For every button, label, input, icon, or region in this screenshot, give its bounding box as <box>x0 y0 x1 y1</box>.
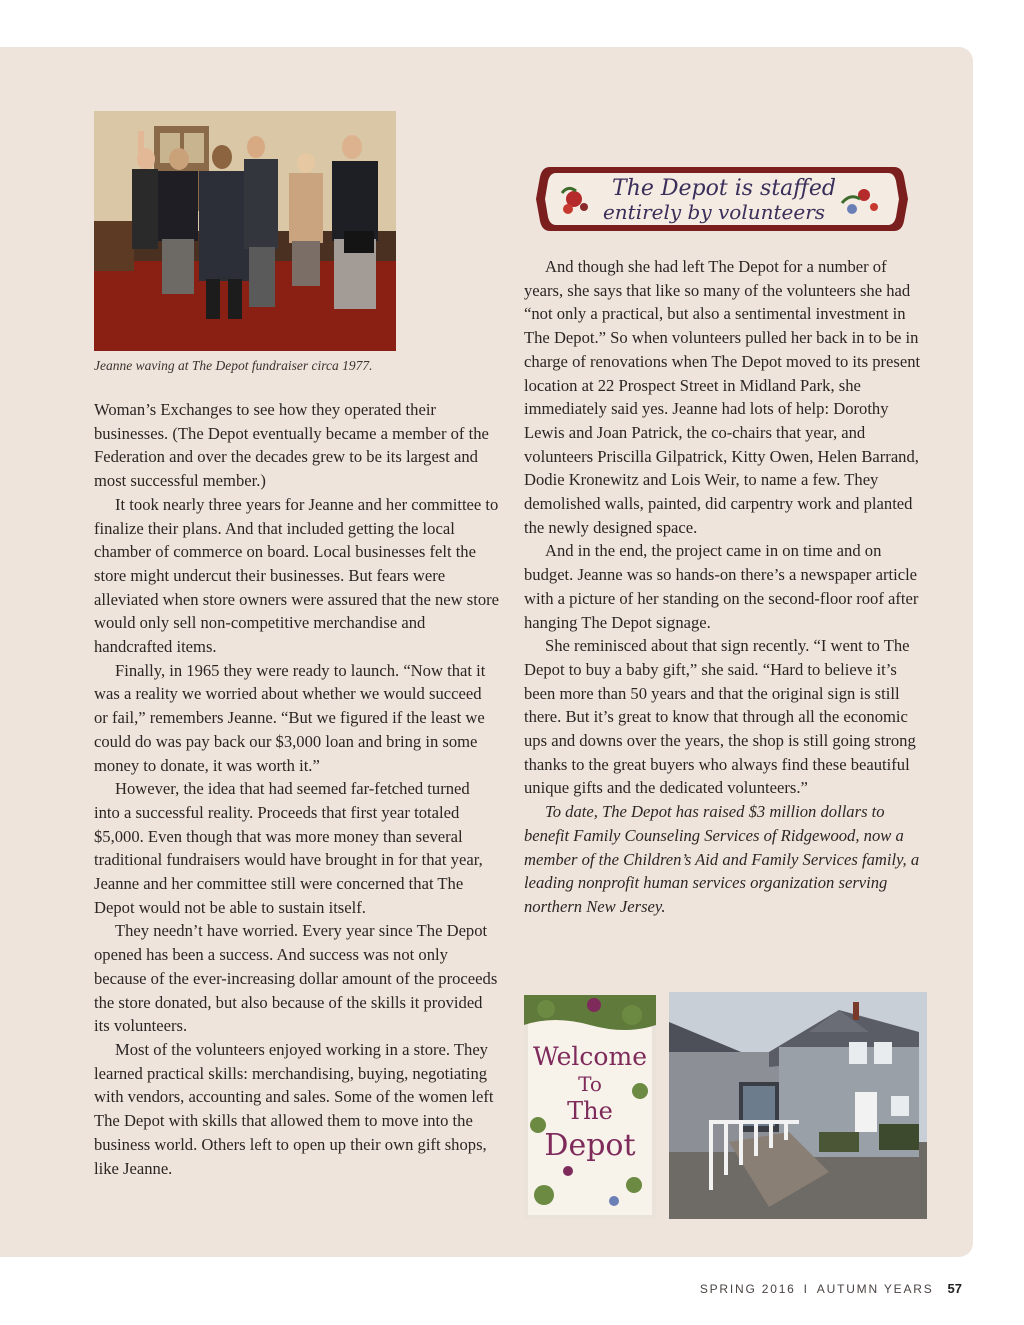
paragraph: However, the idea that had seemed far-fetched turned into a successful reality. Proceeds that first year totaled $5,000. Even though that was more money than several traditional fundraisers would have brought in for that year, Jeanne and her committee still were concerned that The Depot would not be able to sustain itself. <box>94 779 483 917</box>
photo-caption: Jeanne waving at The Depot fundraiser circa 1977. <box>94 358 373 373</box>
closing-note: To date, The Depot has raised $3 million dollars to benefit Family Counseling Services of Ridgewood, now a member of the Children’s Aid and Family Services family, a leading nonprofit human services organization serving northern New Jersey. <box>524 802 920 916</box>
welcome-sign-line3: The <box>567 1097 613 1125</box>
depot-building-photo <box>669 992 927 1219</box>
paragraph: Woman’s Exchanges to see how they operated their businesses. (The Depot eventually became a member of the Federation and over the decades grew to be its largest and most successful member.) <box>94 400 489 491</box>
paragraph: And though she had left The Depot for a number of years, she says that like so many of the volunteers she had “not only a practical, but also a sentimental investment in The Depot.” So when volunteers pulled her back in to be in charge of renovations when The Depot moved to its present location at 22 Prospect Street in Midland Park, she immediately said yes. Jeanne had lots of help: Dorothy Lewis and Joan Patrick, the co-chairs that year, and volunteers Priscilla Gilpatrick, Kitty Owen, Helen Barrand, Dodie Kronewitz and Lois Weir, to name a few. They demolished walls, painted, did carpentry work and planted the newly designed space. <box>524 257 921 537</box>
fundraiser-photo <box>94 111 396 351</box>
welcome-sign-line2: To <box>578 1072 602 1096</box>
paragraph: Finally, in 1965 they were ready to launch. “Now that it was a reality we worried about whether we would succeed or fail,” remembers Jeanne. “But we figured if the least we could do was pay back our $3,000 loan and bring in some money to donate, it was worth it.” <box>94 660 486 775</box>
welcome-sign-line1: Welcome <box>532 1042 648 1071</box>
paragraph: Most of the volunteers enjoyed working in a store. They learned practical skills: merchandising, buying, negotiating with vendors, accounting and sales. Some of the women left The Depot with skills that allowed them to move into the business world. Others left to open up their own gift shops, like Jeanne. <box>94 1039 494 1178</box>
paragraph: She reminisced about that sign recently. “I went to The Depot to buy a baby gift,” she said. “Hard to believe it’s been more than 50 years and that the original sign is still there. But it’s great to know that through all the economic ups and downs over the years, the shop is still going strong thanks to the great buyers who always find these beautiful unique gifts and the dedicated volunteers.” <box>524 636 916 798</box>
article-left-column <box>94 398 499 1180</box>
footer-separator: I <box>803 1282 809 1296</box>
article-right-column <box>524 255 924 919</box>
paragraph: And in the end, the project came in on time and on budget. Jeanne was so hands-on there’s a newspaper article with a picture of her standing on the second-floor roof after hanging The Depot signage. <box>524 541 919 632</box>
footer-publication: AUTUMN YEARS <box>816 1282 934 1296</box>
page-number: 57 <box>947 1281 962 1296</box>
footer-issue: SPRING 2016 <box>699 1282 796 1296</box>
sign-banner-line1: The Depot is staffed <box>612 176 836 201</box>
paragraph: They needn’t have worried. Every year since The Depot opened has been a success. And success was not only because of the ever-increasing dollar amount of the proceeds the store donated, but also because of the skills it provided its volunteers. <box>94 921 498 1036</box>
sign-banner-line2: entirely by volunteers <box>602 200 826 224</box>
welcome-sign-photo <box>524 995 656 1219</box>
page-footer <box>700 1281 962 1296</box>
depot-staffed-sign <box>536 163 908 235</box>
paragraph: It took nearly three years for Jeanne and her committee to finalize their plans. And that included getting the local chamber of commerce on board. Local businesses felt the store might undercut their businesses. But fears were alleviated when store owners were assured that the new store would only sell non-competitive merchandise and handcrafted items. <box>94 494 500 657</box>
welcome-sign-line4: Depot <box>544 1128 636 1163</box>
